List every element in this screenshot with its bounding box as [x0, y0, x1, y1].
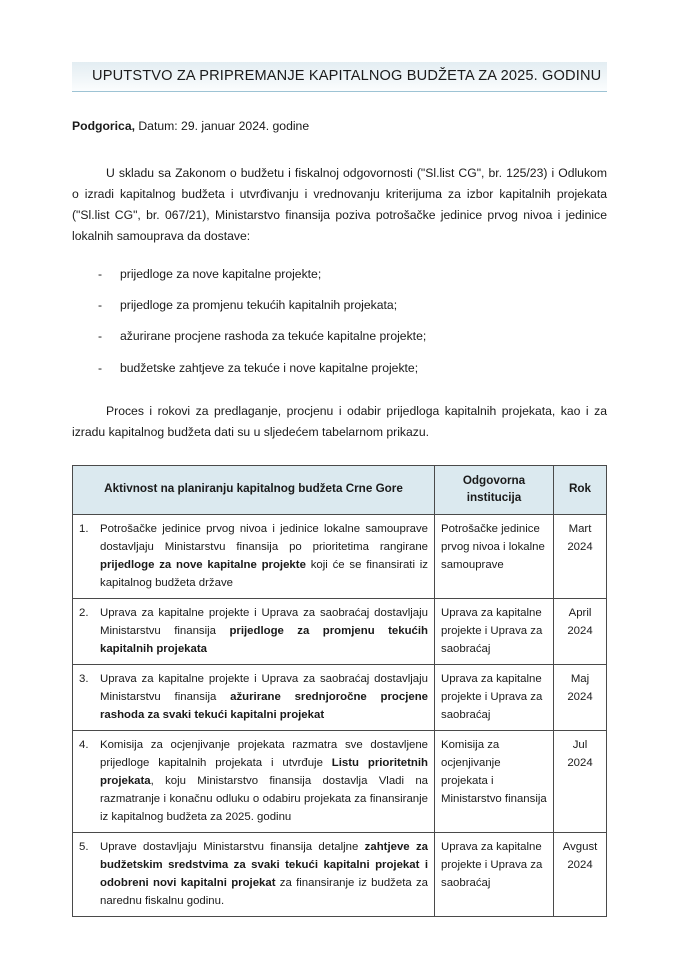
requirements-list [72, 265, 607, 377]
activity-run: koji će se finansirati iz kapitalnog budžeta države [100, 558, 428, 589]
row-number: 5. [79, 840, 89, 853]
activity-emphasis: ažurirane srednjoročne procjene rashoda za svaki tekući kapitalni projekat [100, 690, 428, 721]
schedule-table-wrapper [72, 465, 607, 917]
activity-text [100, 736, 428, 826]
cell-institution: Uprava za kapitalne projekte i Uprava za saobraćaj [435, 598, 554, 664]
list-item [72, 327, 607, 345]
cell-institution: Komisija za ocjenjivanje projekata i Ministarstvo finansija [435, 730, 554, 832]
list-item-label: budžetske zahtjeve za tekuće i nove kapitalne projekte; [120, 360, 419, 375]
intro-paragraph: U skladu sa Zakonom o budžetu i fiskalnoj odgovornosti ("Sl.list CG", br. 125/23) i Odlukom o izradi kapitalnog budžeta i utvrđivanju i vrednovanju kriterijuma za izbor kapitalnih projekata ("Sl.list CG", br. 067/21), Ministarstvo finansija poziva potrošačke jedinice prvog nivoa i jedinice lokalnih samouprava da dostave: [72, 165, 607, 243]
table-body [73, 514, 607, 916]
cell-institution: Uprava za kapitalne projekte i Uprava za saobraćaj [435, 664, 554, 730]
list-item-label: prijedloge za promjenu tekućih kapitalnih projekata; [120, 297, 398, 312]
column-header-deadline: Rok [554, 465, 607, 514]
activity-run: Uprava za kapitalne projekte i Uprava za saobraćaj dostavljaju Ministarstvu finansija [100, 672, 428, 703]
activity-text [100, 520, 428, 592]
list-item-label: ažurirane procjene rashoda za tekuće kapitalne projekte; [120, 329, 427, 344]
dash-marker-icon: - [98, 360, 103, 375]
cell-activity [73, 598, 435, 664]
activity-text [100, 604, 428, 658]
dash-marker-icon: - [98, 297, 103, 312]
activity-run: Potrošačke jedinice prvog nivoa i jedinice lokalne samouprave dostavljaju Ministarstvu finansija po prioritetima rangirane [100, 522, 428, 553]
list-item [72, 296, 607, 314]
document-title: UPUTSTVO ZA PRIPREMANJE KAPITALNOG BUDŽETA ZA 2025. GODINU [72, 62, 607, 92]
dateline [72, 118, 607, 136]
table-row [73, 664, 607, 730]
activity-emphasis: prijedloge za nove kapitalne projekte [100, 558, 306, 571]
cell-activity [73, 514, 435, 598]
cell-deadline: Avgust 2024 [554, 832, 607, 916]
dash-marker-icon: - [98, 329, 103, 344]
table-row [73, 514, 607, 598]
row-number: 4. [79, 738, 89, 751]
cell-institution: Potrošačke jedinice prvog nivoa i lokalne samouprave [435, 514, 554, 598]
list-item [72, 359, 607, 377]
cell-activity [73, 730, 435, 832]
activity-emphasis: Listu prioritetnih projekata [100, 756, 428, 787]
list-item-label: prijedloge za nove kapitalne projekte; [120, 266, 322, 281]
activity-text [100, 838, 428, 910]
row-number: 2. [79, 606, 89, 619]
cell-deadline: Maj 2024 [554, 664, 607, 730]
activity-run: Uprave dostavljaju Ministarstvu finansija detaljne [100, 840, 365, 853]
column-header-activity: Aktivnost na planiranju kapitalnog budžeta Crne Gore [73, 465, 435, 514]
table-row [73, 730, 607, 832]
cell-activity [73, 664, 435, 730]
list-item [72, 265, 607, 283]
dateline-date: Datum: 29. januar 2024. godine [134, 119, 310, 133]
cell-deadline: April 2024 [554, 598, 607, 664]
activity-run: , koju Ministarstvo finansija dostavlja Vladi na razmatranje i konačnu odluku o odabiru projekata za finansiranje iz kapitalnog budžeta za 2025. godinu [100, 774, 428, 823]
dateline-city: Podgorica, [72, 119, 135, 133]
table-header-row [73, 465, 607, 514]
activity-text [100, 670, 428, 724]
row-number: 1. [79, 522, 89, 535]
dash-marker-icon: - [98, 266, 103, 281]
column-header-institution: Odgovorna institucija [435, 465, 554, 514]
table-row [73, 832, 607, 916]
row-number: 3. [79, 672, 89, 685]
closing-paragraph: Proces i rokovi za predlaganje, procjenu i odabir prijedloga kapitalnih projekata, kao i za izradu kapitalnog budžeta dati su u sljedećem tabelarnom prikazu. [72, 403, 607, 439]
cell-deadline: Mart 2024 [554, 514, 607, 598]
activity-run: za finansiranje iz budžeta za narednu fiskalnu godinu. [100, 876, 429, 907]
table-row [73, 598, 607, 664]
table-header [73, 465, 607, 514]
cell-activity [73, 832, 435, 916]
activity-run: Komisija za ocjenjivanje projekata razmatra sve dostavljene prijedloge kapitalnih projekata i utvrđuje [100, 738, 428, 769]
activity-run: Uprava za kapitalne projekte i Uprava za saobraćaj dostavljaju Ministarstvu finansija [100, 606, 428, 637]
cell-deadline: Jul 2024 [554, 730, 607, 832]
activity-emphasis: prijedloge za promjenu tekućih kapitalnih projekata [100, 624, 428, 655]
schedule-table [72, 465, 607, 917]
cell-institution: Uprava za kapitalne projekte i Uprava za saobraćaj [435, 832, 554, 916]
activity-emphasis: zahtjeve za budžetskim sredstvima za svaki tekući kapitalni projekat i odobreni novi kapitalni projekat [100, 840, 428, 889]
